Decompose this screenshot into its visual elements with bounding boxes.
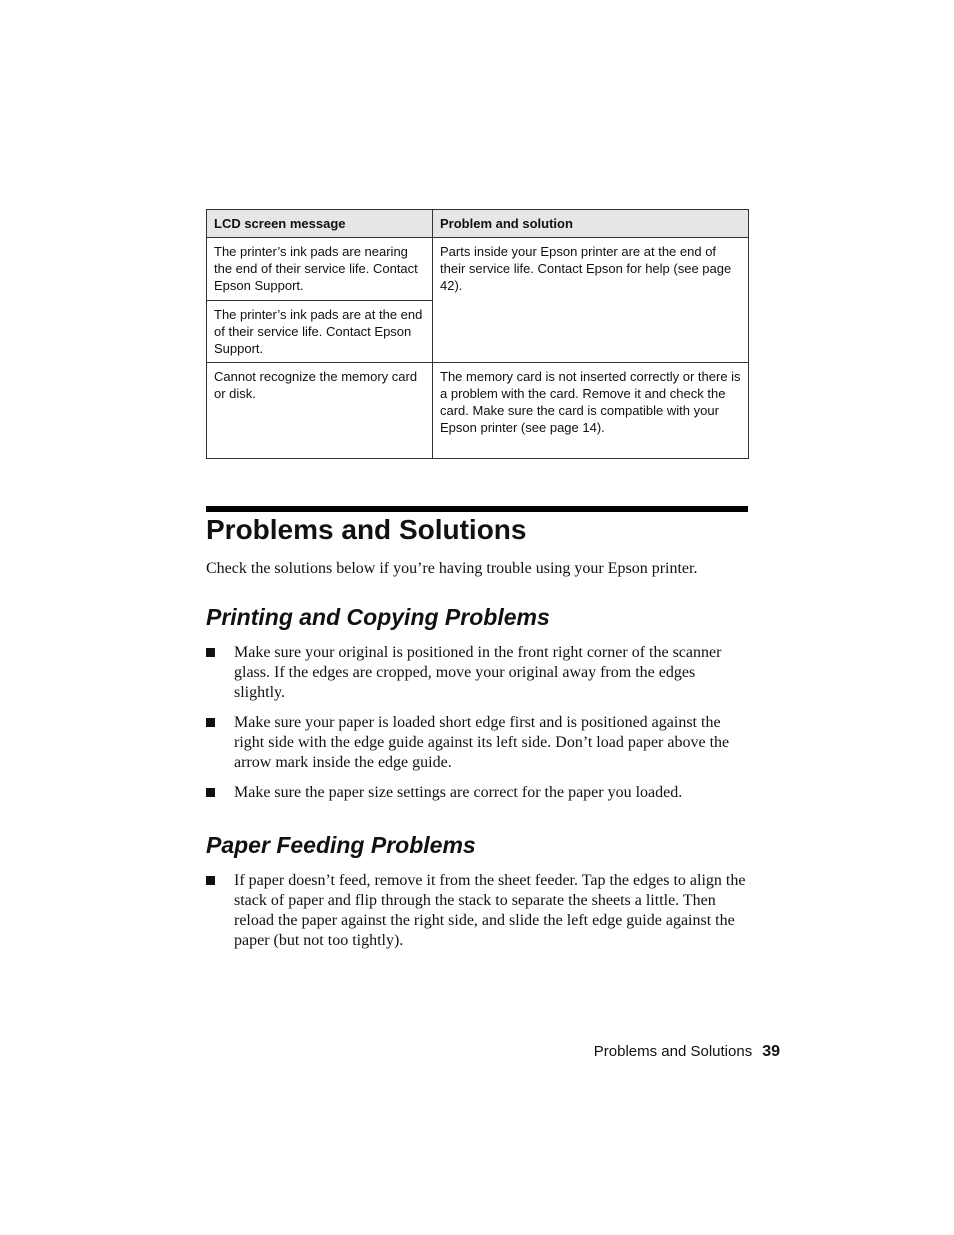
printing-bullet-list	[206, 643, 746, 813]
intro-paragraph: Check the solutions below if you’re having trouble using your Epson printer.	[206, 560, 698, 577]
lcd-message-table	[206, 209, 749, 459]
page-title: Problems and Solutions	[206, 514, 527, 545]
list-item-text: If paper doesn’t feed, remove it from the sheet feeder. Tap the edges to align the stack of paper and flip through the stack to separate the sheets a little. Then reload the paper against the right side, and slide the left edge guide against the paper (but not too tightly).	[234, 872, 746, 949]
list-item	[206, 713, 746, 773]
cell-message: The printer’s ink pads are at the end of their service life. Contact Epson Support.	[207, 301, 433, 363]
cell-message: Cannot recognize the memory card or disk.	[207, 363, 433, 459]
list-item-text: Make sure your original is positioned in the front right corner of the scanner glass. If the edges are cropped, move your original away from the edges slightly.	[234, 644, 722, 701]
printing-section-heading: Printing and Copying Problems	[206, 604, 550, 630]
list-item-text: Make sure your paper is loaded short edge first and is positioned against the right side with the edge guide against its left side. Don’t load paper above the arrow mark inside the edge guide.	[234, 714, 730, 771]
table-row	[207, 363, 749, 459]
header-problem-solution: Problem and solution	[433, 210, 749, 238]
table-header-row	[207, 210, 749, 238]
square-bullet-icon	[206, 648, 215, 657]
square-bullet-icon	[206, 718, 215, 727]
list-item	[206, 871, 746, 951]
cell-message: The printer’s ink pads are nearing the end of their service life. Contact Epson Support.	[207, 238, 433, 301]
feeding-section-heading: Paper Feeding Problems	[206, 832, 476, 858]
footer-section-name: Problems and Solutions	[593, 1043, 753, 1060]
feeding-bullet-list	[206, 871, 746, 961]
square-bullet-icon	[206, 876, 215, 885]
list-item-text: Make sure the paper size settings are correct for the paper you loaded.	[234, 784, 683, 801]
list-item	[206, 783, 746, 803]
lcd-message-table-container	[206, 209, 748, 459]
header-lcd-message: LCD screen message	[207, 210, 433, 238]
cell-solution: Parts inside your Epson printer are at the end of their service life. Contact Epson for help (see page 42).	[433, 238, 749, 363]
table-row	[207, 238, 749, 301]
page-number: 39	[762, 1043, 780, 1060]
list-item	[206, 643, 746, 703]
page-footer	[594, 1042, 780, 1062]
cell-solution: The memory card is not inserted correctly or there is a problem with the card. Remove it and check the card. Make sure the card is compatible with your Epson printer (see page 14).	[433, 363, 749, 459]
square-bullet-icon	[206, 788, 215, 797]
